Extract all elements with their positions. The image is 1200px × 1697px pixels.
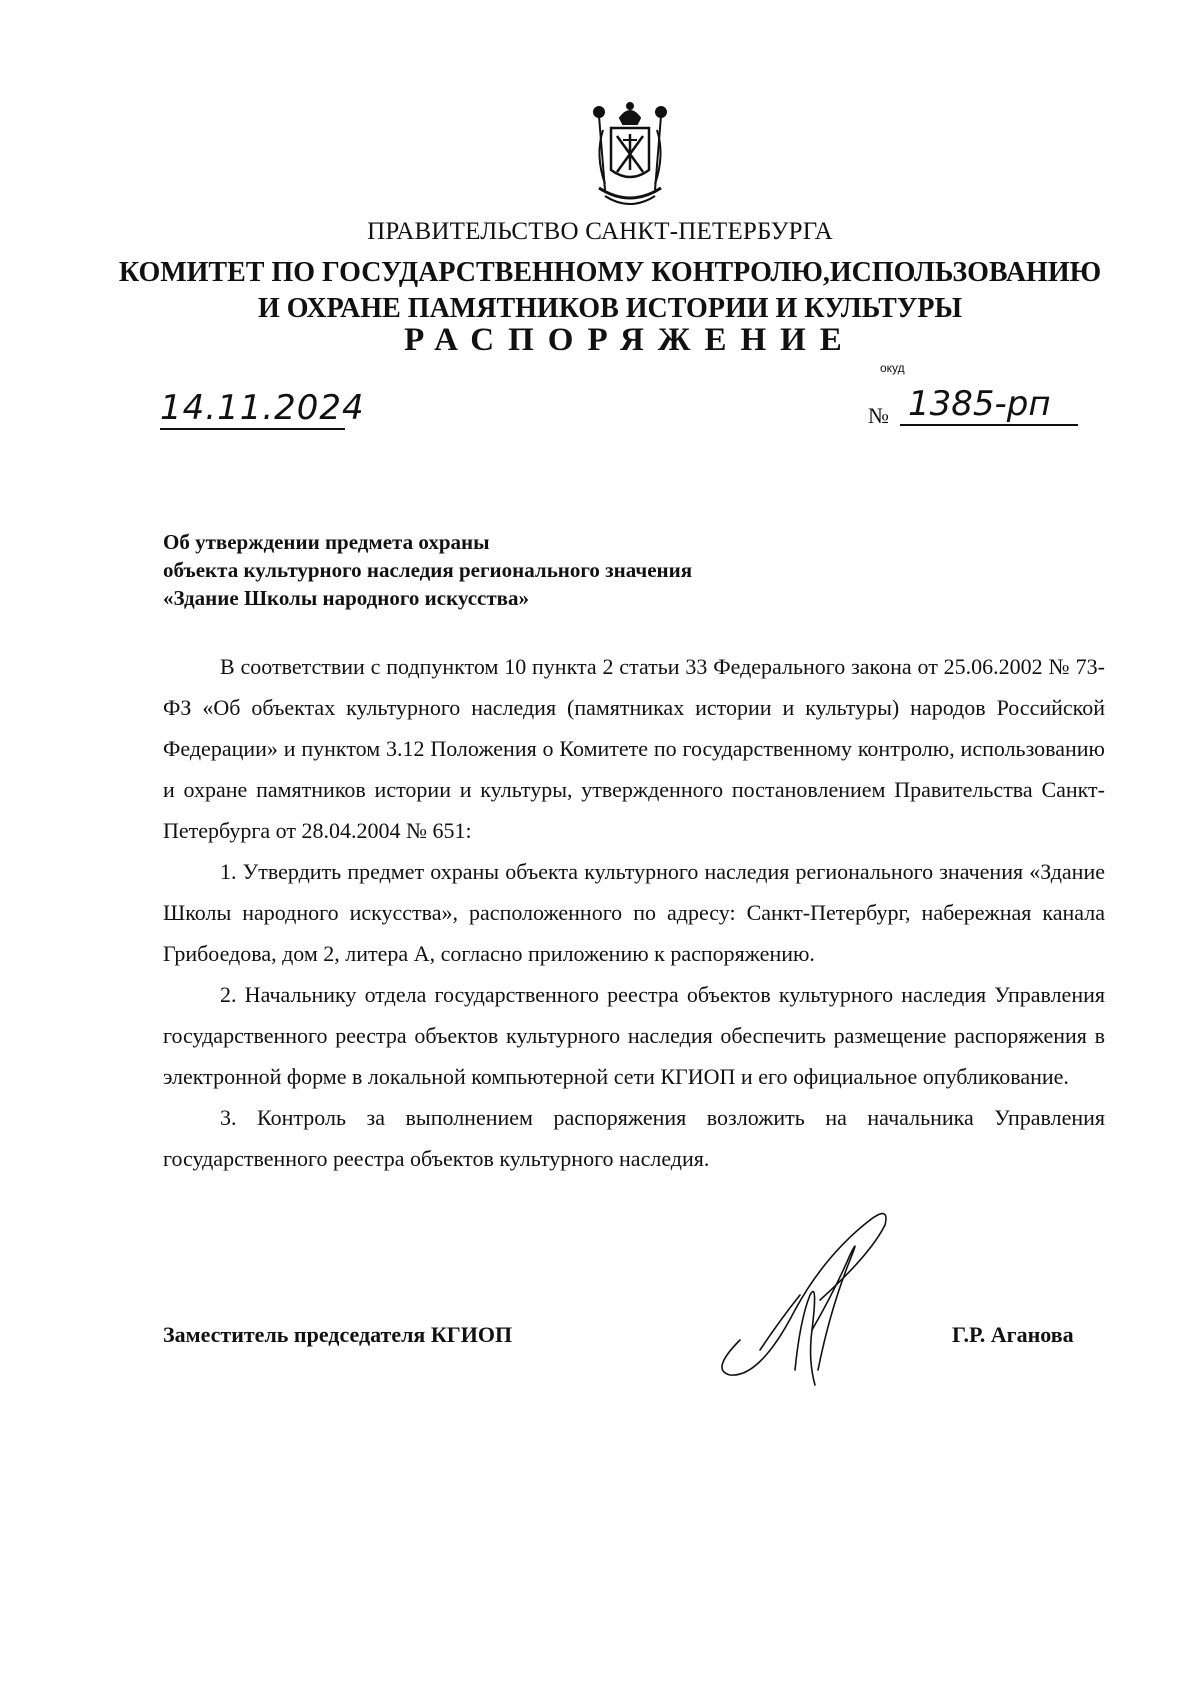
preamble-paragraph: В соответствии с подпунктом 10 пункта 2 статьи 33 Федерального закона от 25.06.2002 № 73-ФЗ «Об объектах культурного наследия (памятниках истории и культуры) народов Российской Федерации» и пунктом 3.12 Положения о Комитете по государственному контролю, использованию и охране памятников истории и культуры, утвержденного постановлением Правительства Санкт-Петербурга от 28.04.2004 № 651: [163,654,1105,843]
document-body [163,646,1105,1179]
okud-label: окуд [880,361,905,375]
item-3-paragraph: 3. Контроль за выполнением распоряжения возложить на начальника Управления государственного реестра объектов культурного наследия. [163,1105,1105,1171]
coat-of-arms-icon [585,100,675,210]
committee-line-1: КОМИТЕТ ПО ГОСУДАРСТВЕННОМУ КОНТРОЛЮ,ИСПОЛЬЗОВАНИЮ [118,257,1102,288]
item-2-paragraph: 2. Начальнику отдела государственного реестра объектов культурного наследия Управления государственного реестра объектов культурного наследия обеспечить размещение распоряжения в электронной форме в локальной компьютерной сети КГИОП и его официальное опубликование. [163,982,1105,1089]
document-number: 1385-рп [900,384,1078,426]
document-date: 14.11.2024 [160,388,365,428]
committee-line-2: И ОХРАНЕ ПАМЯТНИКОВ ИСТОРИИ И КУЛЬТУРЫ [258,293,962,324]
item-1-paragraph: 1. Утвердить предмет охраны объекта культурного наследия регионального значения «Здание Школы народного искусства», расположенного по адресу: Санкт-Петербург, набережная канала Грибоедова, дом 2, литера А, согласно приложению к распоряжению. [163,859,1105,966]
handwritten-signature-icon [700,1200,920,1390]
subject-line-3: «Здание Школы народного искусства» [163,586,530,610]
government-name: ПРАВИТЕЛЬСТВО САНКТ-ПЕТЕРБУРГА [367,218,833,245]
subject-line-2: объекта культурного наследия регионального значения [163,558,693,582]
document-subject [163,528,692,612]
signatory-position: Заместитель председателя КГИОП [163,1322,513,1347]
committee-name [100,255,1120,327]
document-type: РАСПОРЯЖЕНИЕ [404,322,856,358]
signatory-name: Г.Р. Аганова [952,1322,1074,1347]
subject-line-1: Об утверждении предмета охраны [163,530,490,554]
number-sign: № [868,403,889,428]
